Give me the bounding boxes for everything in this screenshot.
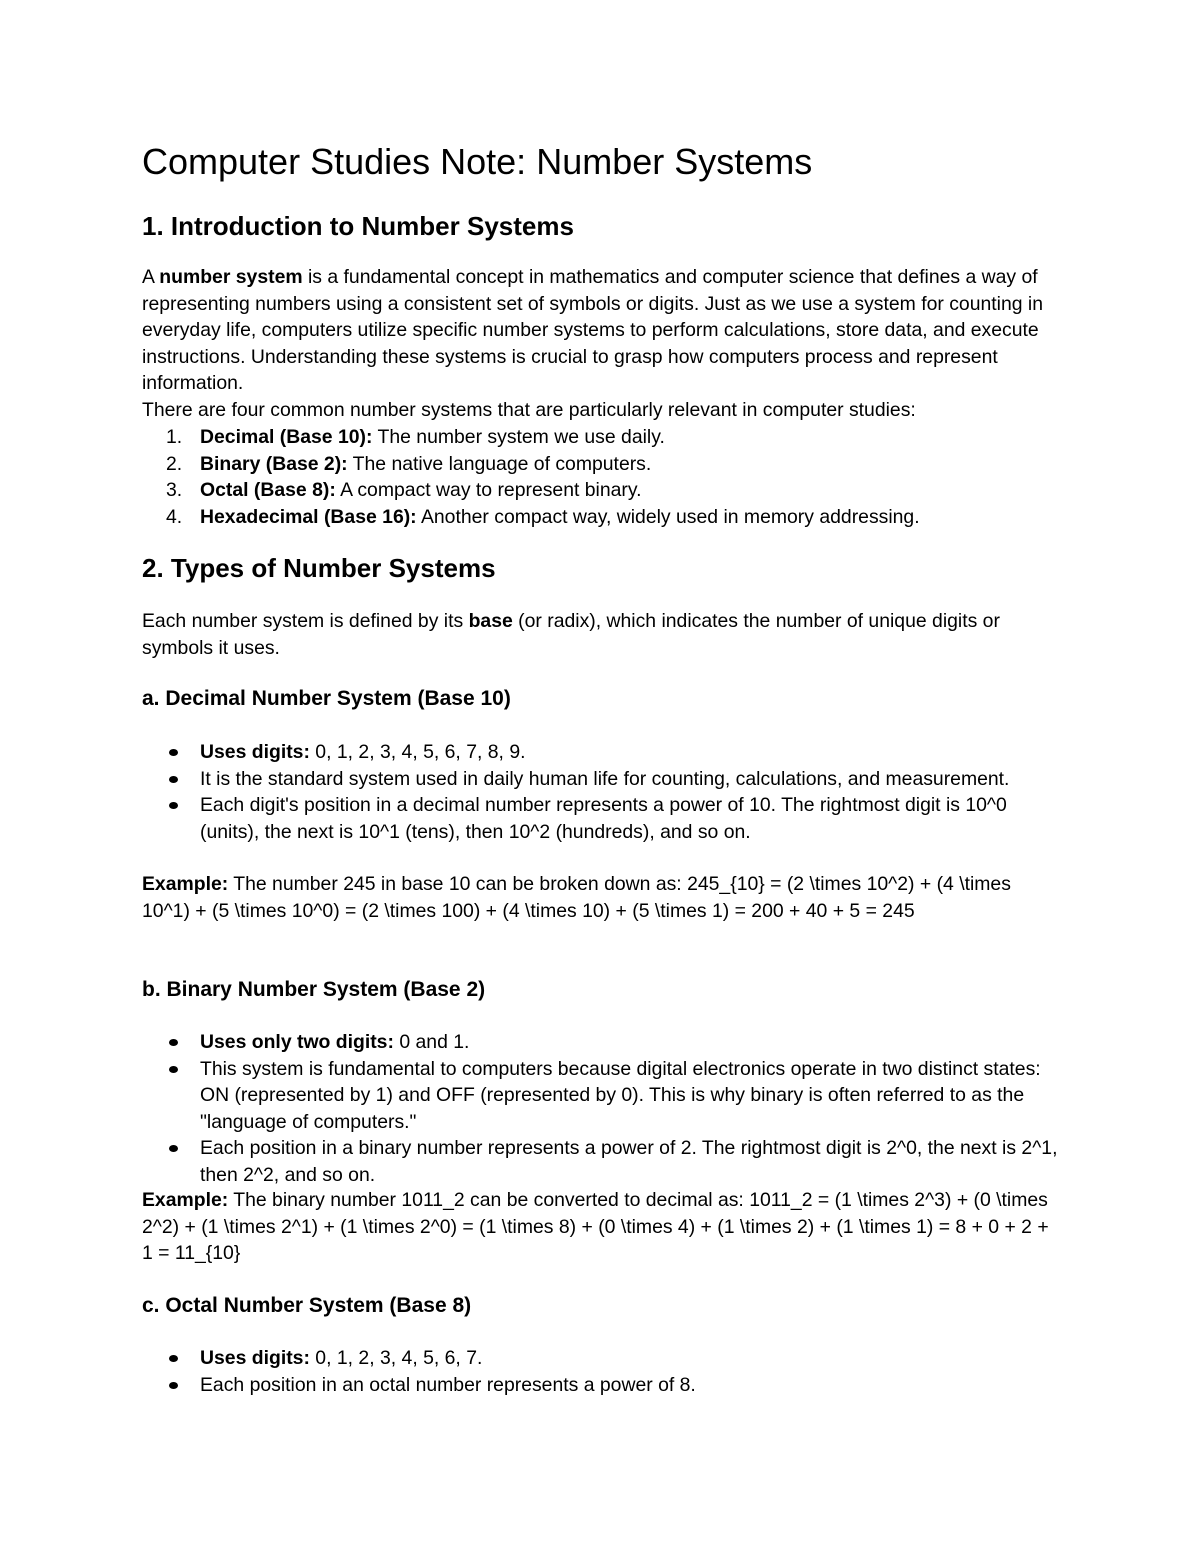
section-2-intro [142, 608, 1062, 661]
list-item-bold: Decimal (Base 10): [200, 426, 373, 448]
decimal-example [142, 871, 1062, 924]
bullet-icon [169, 1355, 178, 1362]
bullet-icon [169, 802, 178, 809]
document-title: Computer Studies Note: Number Systems [142, 141, 813, 182]
list-item-bold: Octal (Base 8): [200, 479, 336, 502]
section-1-intro [142, 264, 1062, 397]
bullet-bold: Uses digits: [200, 741, 310, 763]
bullet-text: This system is fundamental to computers because digital electronics operate in two distinct states: ON (represented by 1) and OFF (represented by 0). This is why binary is often referred to as the "language of computers." [200, 1057, 1041, 1133]
list-item-text: Another compact way, widely used in memory addressing. [416, 505, 920, 528]
example-text: The number 245 in base 10 can be broken down as: 245_{10} = (2 \times 10^2) + (4 \times 10^1) + (5 \times 10^0) = (2 \times 100) + (4 \times 10) + (5 \times 1) = 200 + 40 + 5 = 245 [142, 873, 1011, 922]
list-item [142, 1135, 1062, 1188]
bullet-text: Each position in a binary number represents a power of 2. The rightmost digit is 2^0, the next is 2^1, then 2^2, and so on. [200, 1137, 1058, 1186]
intro-rest: (or radix), which indicates the number of unique digits or symbols it uses. [142, 610, 1000, 659]
list-item [142, 766, 1062, 793]
octal-heading: c. Octal Number System (Base 8) [142, 1294, 472, 1317]
intro-bold-term: base [468, 610, 513, 632]
section-1-heading: 1. Introduction to Number Systems [142, 211, 574, 241]
bullet-bold: Uses digits: [200, 1347, 310, 1369]
bullet-icon [169, 1039, 178, 1046]
bullet-text: It is the standard system used in daily human life for counting, calculations, and measurement. [200, 767, 1010, 790]
list-number: 3. [166, 479, 183, 502]
bullet-text: 0, 1, 2, 3, 4, 5, 6, 7. [309, 1347, 483, 1369]
list-item [142, 1345, 1062, 1372]
bullet-text: Each position in an octal number represents a power of 8. [200, 1373, 696, 1396]
bullet-icon [169, 749, 178, 756]
bullet-icon [169, 1145, 178, 1152]
list-item-text: The native language of computers. [347, 452, 652, 475]
list-item [142, 424, 1062, 451]
bullet-text: 0, 1, 2, 3, 4, 5, 6, 7, 8, 9. [309, 741, 526, 763]
example-label: Example: [142, 1189, 229, 1211]
bullet-text: 0 and 1. [393, 1031, 470, 1053]
intro-rest: is a fundamental concept in mathematics and computer science that defines a way of representing numbers using a consistent set of symbols or digits. Just as we use a system for counting in everyday life, computers utilize specific number systems to perform calculations, store data, and execute instructions. Understanding these systems is crucial to grasp how computers process and represent information. [142, 266, 1044, 395]
list-number: 4. [166, 505, 183, 528]
list-number: 2. [166, 452, 183, 475]
number-systems-list [142, 424, 1062, 530]
list-item-bold: Binary (Base 2): [200, 452, 348, 475]
bullet-icon [169, 1066, 178, 1073]
list-item-bold: Hexadecimal (Base 16): [200, 505, 417, 528]
bullet-text: Each digit's position in a decimal number represents a power of 10. The rightmost digit is 10^0 (units), the next is 10^1 (tens), then 10^2 (hundreds), and so on. [200, 794, 1007, 843]
decimal-heading: a. Decimal Number System (Base 10) [142, 687, 511, 710]
bullet-icon [169, 776, 178, 783]
intro-prefix: A [142, 266, 160, 288]
bullet-icon [169, 1382, 178, 1389]
list-number: 1. [166, 426, 183, 448]
list-item [142, 504, 1062, 531]
binary-example [142, 1187, 1062, 1267]
section-2-heading: 2. Types of Number Systems [142, 553, 496, 583]
example-label: Example: [142, 873, 229, 895]
list-item [142, 477, 1062, 504]
example-text: The binary number 1011_2 can be converted to decimal as: 1011_2 = (1 \times 2^3) + (0 \times 2^2) + (1 \times 2^1) + (1 \times 2^0) = (1 \times 8) + (0 \times 4) + (1 \times 2) + (1 \times 1) = 8 + 0 + 2 + 1 = 11_{10} [142, 1189, 1049, 1265]
section-1-lead: There are four common number systems that are particularly relevant in computer studies: [142, 399, 916, 421]
list-item [142, 1029, 1062, 1056]
list-item-text: A compact way to represent binary. [335, 479, 642, 502]
decimal-bullet-list [142, 739, 1062, 845]
list-item [142, 792, 1062, 845]
octal-bullet-list [142, 1345, 1062, 1398]
intro-bold-term: number system [159, 266, 303, 288]
list-item-text: The number system we use daily. [372, 426, 665, 448]
list-item [142, 1372, 1062, 1399]
list-item [142, 1056, 1062, 1136]
list-item [142, 451, 1062, 478]
bullet-bold: Uses only two digits: [200, 1031, 394, 1053]
list-item [142, 739, 1062, 766]
binary-heading: b. Binary Number System (Base 2) [142, 978, 486, 1001]
binary-bullet-list [142, 1029, 1062, 1189]
intro-prefix: Each number system is defined by its [142, 610, 469, 632]
